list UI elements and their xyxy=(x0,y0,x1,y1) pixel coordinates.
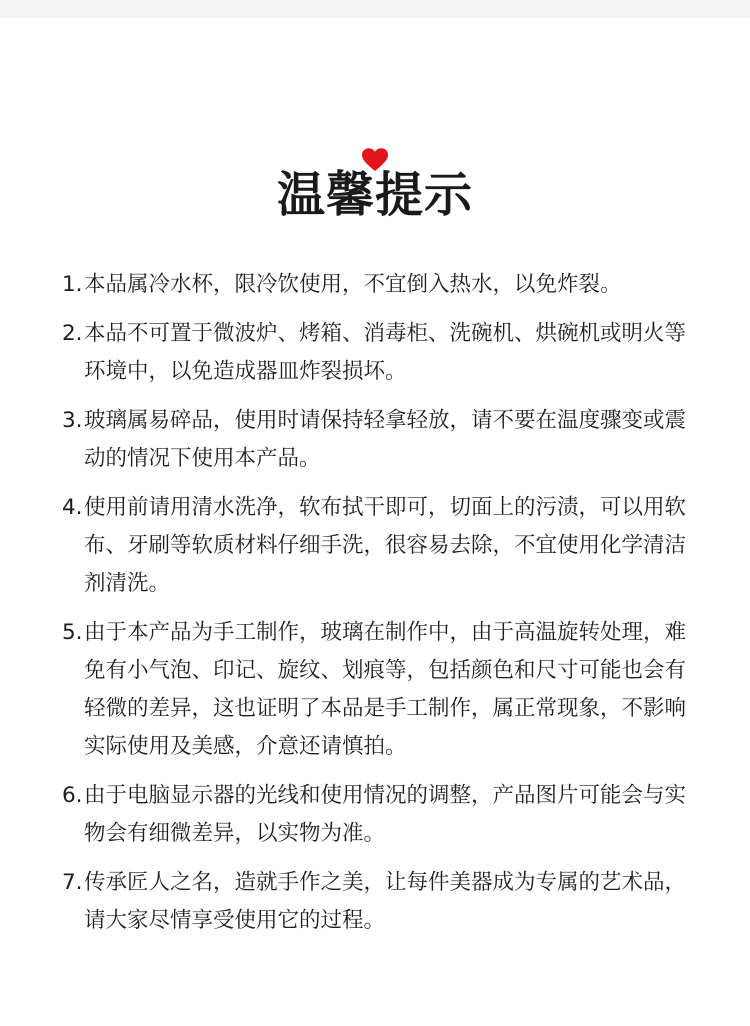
tip-text: 由于电脑显示器的光线和使用情况的调整，产品图片可能会与实物会有细微差异，以实物为准。 xyxy=(84,783,687,846)
tip-item-1 xyxy=(62,266,692,304)
tip-text: 传承匠人之名，造就手作之美，让每件美器成为专属的艺术品，请大家尽情享受使用它的过程。 xyxy=(84,870,687,933)
tip-item-7 xyxy=(62,864,692,940)
tip-number: 3. xyxy=(62,408,83,433)
tip-number: 1. xyxy=(62,272,83,297)
tip-item-3 xyxy=(62,402,692,478)
tip-text: 本品属冷水杯，限冷饮使用，不宜倒入热水，以免炸裂。 xyxy=(84,272,622,297)
tip-item-4 xyxy=(62,489,692,603)
tip-number: 4. xyxy=(62,495,83,520)
tip-text: 使用前请用清水洗净，软布拭干即可，切面上的污渍，可以用软布、牙刷等软质材料仔细手洗，很容易去除，不宜使用化学清洁剂清洗。 xyxy=(84,495,687,596)
tip-text: 由于本产品为手工制作，玻璃在制作中，由于高温旋转处理，难免有小气泡、印记、旋纹、划痕等，包括颜色和尺寸可能也会有轻微的差异，这也证明了本品是手工制作，属正常现象，不影响实际使用及美感，介意还请慎拍。 xyxy=(84,620,687,759)
page-title: 温馨提示 xyxy=(276,167,473,223)
tip-item-5 xyxy=(62,614,692,766)
tip-item-2 xyxy=(62,315,692,391)
tip-number: 2. xyxy=(62,321,83,346)
tip-item-6 xyxy=(62,777,692,853)
tips-list xyxy=(62,266,692,951)
tip-text: 本品不可置于微波炉、烤箱、消毒柜、洗碗机、烘碗机或明火等环境中，以免造成器皿炸裂损坏。 xyxy=(84,321,687,384)
tip-number: 5. xyxy=(62,620,83,645)
tip-number: 6. xyxy=(62,783,83,808)
tip-number: 7. xyxy=(62,870,83,895)
tip-text: 玻璃属易碎品，使用时请保持轻拿轻放，请不要在温度骤变或震动的情况下使用本产品。 xyxy=(84,408,687,471)
